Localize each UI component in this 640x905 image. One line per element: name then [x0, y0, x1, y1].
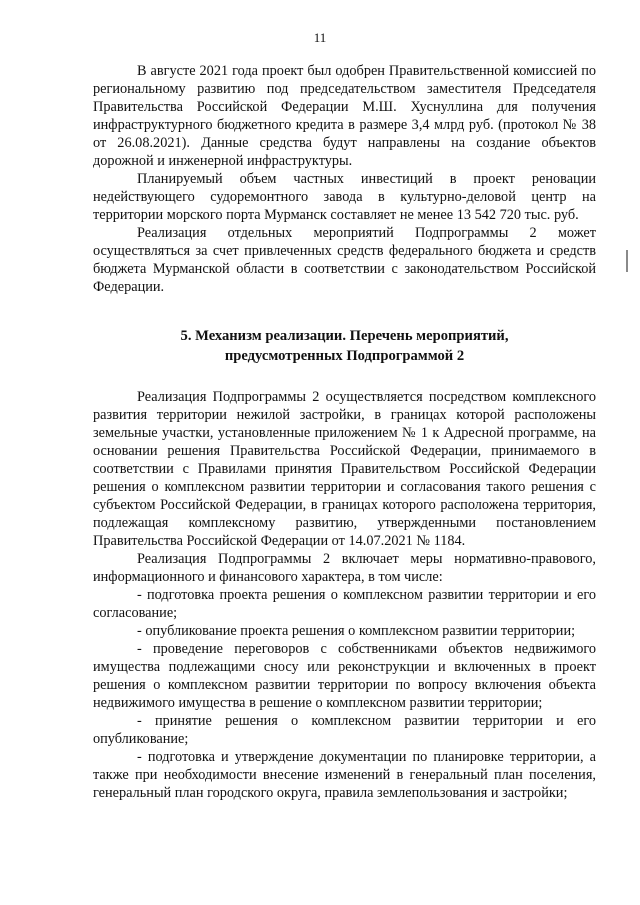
paragraph-approval: В августе 2021 года проект был одобрен Правительственной комиссией по региональному развитию под председательством заместителя Председателя Правительства Российской Федерации М.Ш. Хуснуллина для получения инфраструктурного бюджетного кредита в размере 3,4 млрд руб. (протокол № 38 от 26.08.2021). Данные средства будут направлены на создание объектов дорожной и инженерной инфраструктуры.	[93, 63, 596, 169]
document-body	[93, 62, 596, 802]
list-item: - опубликование проекта решения о комплексном развитии территории;	[137, 623, 576, 639]
paragraph-funding-sources: Реализация отдельных мероприятий Подпрограммы 2 может осуществляться за счет привлеченных средств федерального бюджета и средств бюджета Мурманской области в соответствии с законодательством Российской Федерации.	[93, 225, 596, 295]
page-number: 11	[313, 30, 327, 45]
section-heading	[93, 326, 596, 366]
scan-edge-mark	[626, 250, 628, 272]
section-heading-line-1: 5. Механизм реализации. Перечень мероприятий,	[180, 328, 509, 344]
paragraph-measures-intro: Реализация Подпрограммы 2 включает меры нормативно-правового, информационного и финансового характера, в том числе:	[93, 551, 596, 585]
list-item: - проведение переговоров с собственниками объектов недвижимого имущества подлежащими сносу или реконструкции и включенных в проект решения о комплексном развитии территории по вопросу включения объекта недвижимого имущества в решение о комплексном развитии территории;	[93, 641, 596, 711]
list-item: - подготовка и утверждение документации по планировке территории, а также при необходимости внесение изменений в генеральный план поселения, генеральный план городского округа, правила землепользования и застройки;	[93, 749, 596, 801]
paragraph-implementation: Реализация Подпрограммы 2 осуществляется посредством комплексного развития территории нежилой застройки, в границах которой расположены земельные участки, установленные приложением № 1 к Адресной программе, на основании решения Правительства Российской Федерации, принимаемого в соответствии с Правилами принятия Правительством Российской Федерации решения о комплексном развитии территории и согласования такого решения с субъектом Российской Федерации, в границах которого расположена территория, подлежащая комплексному развитию, утвержденными постановлением Правительства Российской Федерации от 14.07.2021 № 1184.	[93, 389, 596, 549]
paragraph-private-investment: Планируемый объем частных инвестиций в проект реновации недействующего судоремонтного завода в культурно-деловой центр на территории морского порта Мурманск составляет не менее 13 542 720 тыс. руб.	[93, 171, 596, 223]
list-item: - подготовка проекта решения о комплексном развитии территории и его согласование;	[93, 587, 596, 621]
section-heading-line-2: предусмотренных Подпрограммой 2	[224, 348, 465, 364]
list-item: - принятие решения о комплексном развитии территории и его опубликование;	[93, 713, 596, 747]
